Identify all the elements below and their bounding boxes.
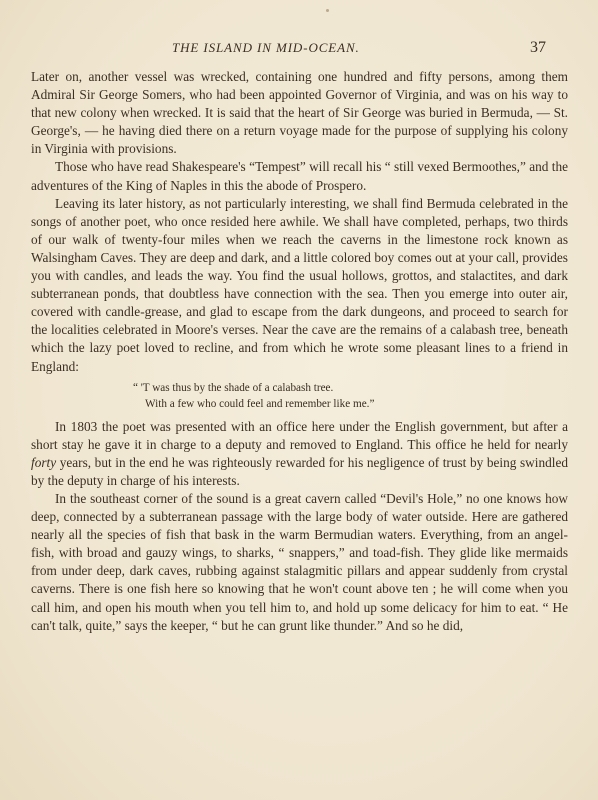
verse-line-2: With a few who could feel and remember like me.” <box>145 397 375 410</box>
paper-speck <box>326 9 329 12</box>
verse-quotation <box>133 380 568 412</box>
body-text <box>31 68 568 635</box>
paragraph-1: Later on, another vessel was wrecked, containing one hundred and fifty persons, among them Admiral Sir George Somers, who had been appointed Governor of Virginia, and was on his way to that new colony when wrecked. It is said that the heart of Sir George was buried in Bermuda, — St. George's, — he having died there on a return voyage made for the purpose of supplying his colony in Virginia with provisions. <box>31 69 568 157</box>
paragraph-3: Leaving its later history, as not particularly interesting, we shall find Bermuda celebrated in the songs of another poet, who once resided here awhile. We shall have completed, perhaps, two thirds of our walk of twenty-four miles when we reach the caverns in the limestone rock known as Walsingham Caves. They are deep and dark, and a little colored boy comes out at your call, provides you with candles, and leads the way. You find the usual hollows, grottos, and stalactites, and dark subterranean ponds, that doubtless have connection with the sea. Then you emerge into outer air, covered with candle-grease, and glad to escape from the dark dungeons, and proceed to search for the localities celebrated in Moore's verses. Near the cave are the remains of a calabash tree, beneath which the lazy poet loved to recline, and from which he wrote some pleasant lines to a friend in England: <box>31 195 568 374</box>
italic-word: forty <box>31 454 57 470</box>
paragraph-4-text-start: In 1803 the poet was presented with an office here under the English government, but after a short stay he gave it in charge to a deputy and removed to England. This office he held for nearly <box>31 418 568 452</box>
running-head <box>0 40 598 60</box>
paragraph-5: In the southeast corner of the sound is a great cavern called “Devil's Hole,” no one knows how deep, connected by a subterranean passage with the large body of water outside. Here are gathered nearly all the species of fish that bask in the warm Bermudian waters. Everything, from an angel-fish, with broad and gauzy wings, to sharks, “ snappers,” and toad-fish. They glide like mermaids from under deep, dark caves, rubbing against stalagmitic pillars and appear suddenly from crystal caverns. There is one fish here so knowing that he won't count above ten ; he will come when you call him, and open his mouth when you tell him to, and hold up some delicacy for him to eat. “ He can't talk, quite,” says the keeper, “ but he can grunt like thunder.” And so he did, <box>31 490 568 633</box>
paragraph-4-text-end: years, but in the end he was righteously rewarded for his negligence of trust by being swindled by the deputy in charge of his interests. <box>31 454 568 488</box>
paragraph-4 <box>31 418 568 490</box>
verse-line-1: “ 'T was thus by the shade of a calabash tree. <box>133 381 334 394</box>
running-title: THE ISLAND IN MID-OCEAN. <box>172 40 360 55</box>
page-number: 37 <box>530 39 546 56</box>
paragraph-2: Those who have read Shakespeare's “Tempest” will recall his “ still vexed Bermoothes,” and the adventures of the King of Naples in this the abode of Prospero. <box>31 159 568 193</box>
